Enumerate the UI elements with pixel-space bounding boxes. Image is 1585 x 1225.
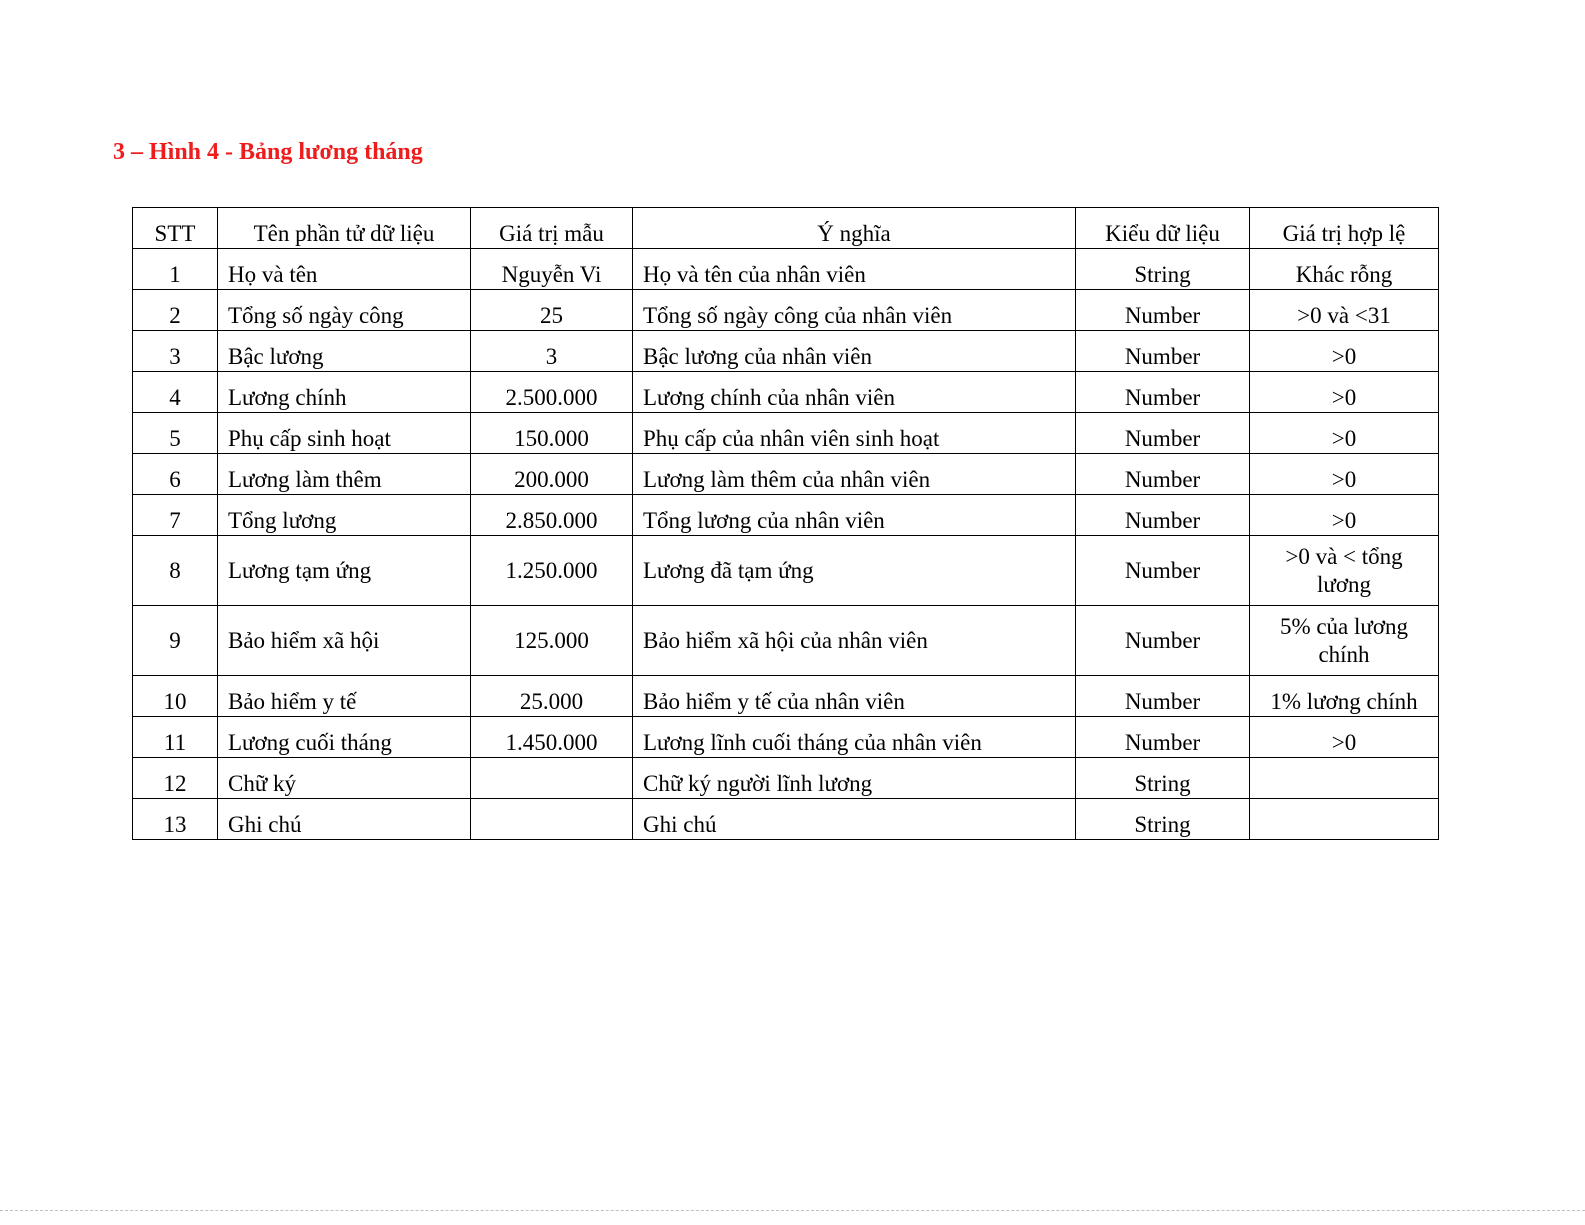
cell-meaning: Ghi chú <box>633 799 1076 840</box>
cell-meaning: Bảo hiểm y tế của nhân viên <box>633 676 1076 717</box>
cell-name: Tổng lương <box>218 495 471 536</box>
cell-sample: 3 <box>471 331 633 372</box>
cell-name: Bảo hiểm y tế <box>218 676 471 717</box>
cell-valid <box>1250 758 1439 799</box>
cell-name: Lương cuối tháng <box>218 717 471 758</box>
cell-sample: 1.450.000 <box>471 717 633 758</box>
table-row <box>133 290 1439 331</box>
cell-stt: 11 <box>133 717 218 758</box>
table-row <box>133 454 1439 495</box>
cell-valid: 5% của lương chính <box>1250 606 1439 676</box>
cell-meaning: Chữ ký người lĩnh lương <box>633 758 1076 799</box>
header-name: Tên phần tử dữ liệu <box>218 208 471 249</box>
page-bottom-divider <box>0 1210 1585 1211</box>
cell-type: Number <box>1076 454 1250 495</box>
cell-sample: 2.850.000 <box>471 495 633 536</box>
cell-name: Bảo hiểm xã hội <box>218 606 471 676</box>
cell-meaning: Bảo hiểm xã hội của nhân viên <box>633 606 1076 676</box>
cell-meaning: Lương chính của nhân viên <box>633 372 1076 413</box>
cell-stt: 10 <box>133 676 218 717</box>
cell-meaning: Họ và tên của nhân viên <box>633 249 1076 290</box>
header-meaning: Ý nghĩa <box>633 208 1076 249</box>
cell-sample <box>471 758 633 799</box>
table-header-row <box>133 208 1439 249</box>
cell-valid: 1% lương chính <box>1250 676 1439 717</box>
cell-meaning: Lương làm thêm của nhân viên <box>633 454 1076 495</box>
cell-name: Tổng số ngày công <box>218 290 471 331</box>
cell-valid: >0 <box>1250 331 1439 372</box>
table-row <box>133 413 1439 454</box>
cell-type: Number <box>1076 717 1250 758</box>
table-row <box>133 676 1439 717</box>
cell-name: Họ và tên <box>218 249 471 290</box>
cell-name: Chữ ký <box>218 758 471 799</box>
cell-type: Number <box>1076 372 1250 413</box>
cell-name: Lương tạm ứng <box>218 536 471 606</box>
cell-stt: 4 <box>133 372 218 413</box>
table-row <box>133 372 1439 413</box>
cell-valid <box>1250 799 1439 840</box>
header-valid: Giá trị hợp lệ <box>1250 208 1439 249</box>
cell-sample: 1.250.000 <box>471 536 633 606</box>
cell-name: Ghi chú <box>218 799 471 840</box>
cell-stt: 7 <box>133 495 218 536</box>
cell-name: Phụ cấp sinh hoạt <box>218 413 471 454</box>
cell-sample <box>471 799 633 840</box>
cell-type: String <box>1076 799 1250 840</box>
cell-valid: >0 <box>1250 372 1439 413</box>
cell-name: Bậc lương <box>218 331 471 372</box>
table-row <box>133 249 1439 290</box>
cell-type: Number <box>1076 495 1250 536</box>
table-row <box>133 331 1439 372</box>
cell-type: String <box>1076 758 1250 799</box>
header-stt: STT <box>133 208 218 249</box>
cell-sample: 125.000 <box>471 606 633 676</box>
cell-name: Lương chính <box>218 372 471 413</box>
cell-name: Lương làm thêm <box>218 454 471 495</box>
cell-type: Number <box>1076 606 1250 676</box>
cell-type: Number <box>1076 331 1250 372</box>
cell-stt: 12 <box>133 758 218 799</box>
cell-sample: 200.000 <box>471 454 633 495</box>
cell-valid: >0 và < tổng lương <box>1250 536 1439 606</box>
cell-meaning: Tổng số ngày công của nhân viên <box>633 290 1076 331</box>
cell-sample: 150.000 <box>471 413 633 454</box>
cell-sample: 2.500.000 <box>471 372 633 413</box>
cell-type: Number <box>1076 413 1250 454</box>
table-row <box>133 717 1439 758</box>
cell-type: String <box>1076 249 1250 290</box>
cell-stt: 13 <box>133 799 218 840</box>
cell-stt: 8 <box>133 536 218 606</box>
cell-valid: >0 <box>1250 717 1439 758</box>
cell-stt: 3 <box>133 331 218 372</box>
cell-meaning: Phụ cấp của nhân viên sinh hoạt <box>633 413 1076 454</box>
section-heading: 3 – Hình 4 - Bảng lương tháng <box>113 139 423 165</box>
cell-meaning: Lương lĩnh cuối tháng của nhân viên <box>633 717 1076 758</box>
cell-sample: Nguyễn Vi <box>471 249 633 290</box>
cell-meaning: Bậc lương của nhân viên <box>633 331 1076 372</box>
header-sample: Giá trị mẫu <box>471 208 633 249</box>
cell-sample: 25 <box>471 290 633 331</box>
cell-meaning: Lương đã tạm ứng <box>633 536 1076 606</box>
cell-stt: 6 <box>133 454 218 495</box>
cell-stt: 1 <box>133 249 218 290</box>
table-row <box>133 758 1439 799</box>
cell-stt: 9 <box>133 606 218 676</box>
salary-data-table <box>132 207 1439 840</box>
cell-stt: 2 <box>133 290 218 331</box>
cell-type: Number <box>1076 536 1250 606</box>
cell-meaning: Tổng lương của nhân viên <box>633 495 1076 536</box>
cell-sample: 25.000 <box>471 676 633 717</box>
table-row <box>133 495 1439 536</box>
cell-valid: Khác rỗng <box>1250 249 1439 290</box>
table-row <box>133 799 1439 840</box>
cell-valid: >0 <box>1250 495 1439 536</box>
cell-type: Number <box>1076 290 1250 331</box>
header-type: Kiểu dữ liệu <box>1076 208 1250 249</box>
table-row <box>133 606 1439 676</box>
table-row <box>133 536 1439 606</box>
cell-valid: >0 <box>1250 413 1439 454</box>
cell-valid: >0 <box>1250 454 1439 495</box>
cell-type: Number <box>1076 676 1250 717</box>
cell-stt: 5 <box>133 413 218 454</box>
cell-valid: >0 và <31 <box>1250 290 1439 331</box>
